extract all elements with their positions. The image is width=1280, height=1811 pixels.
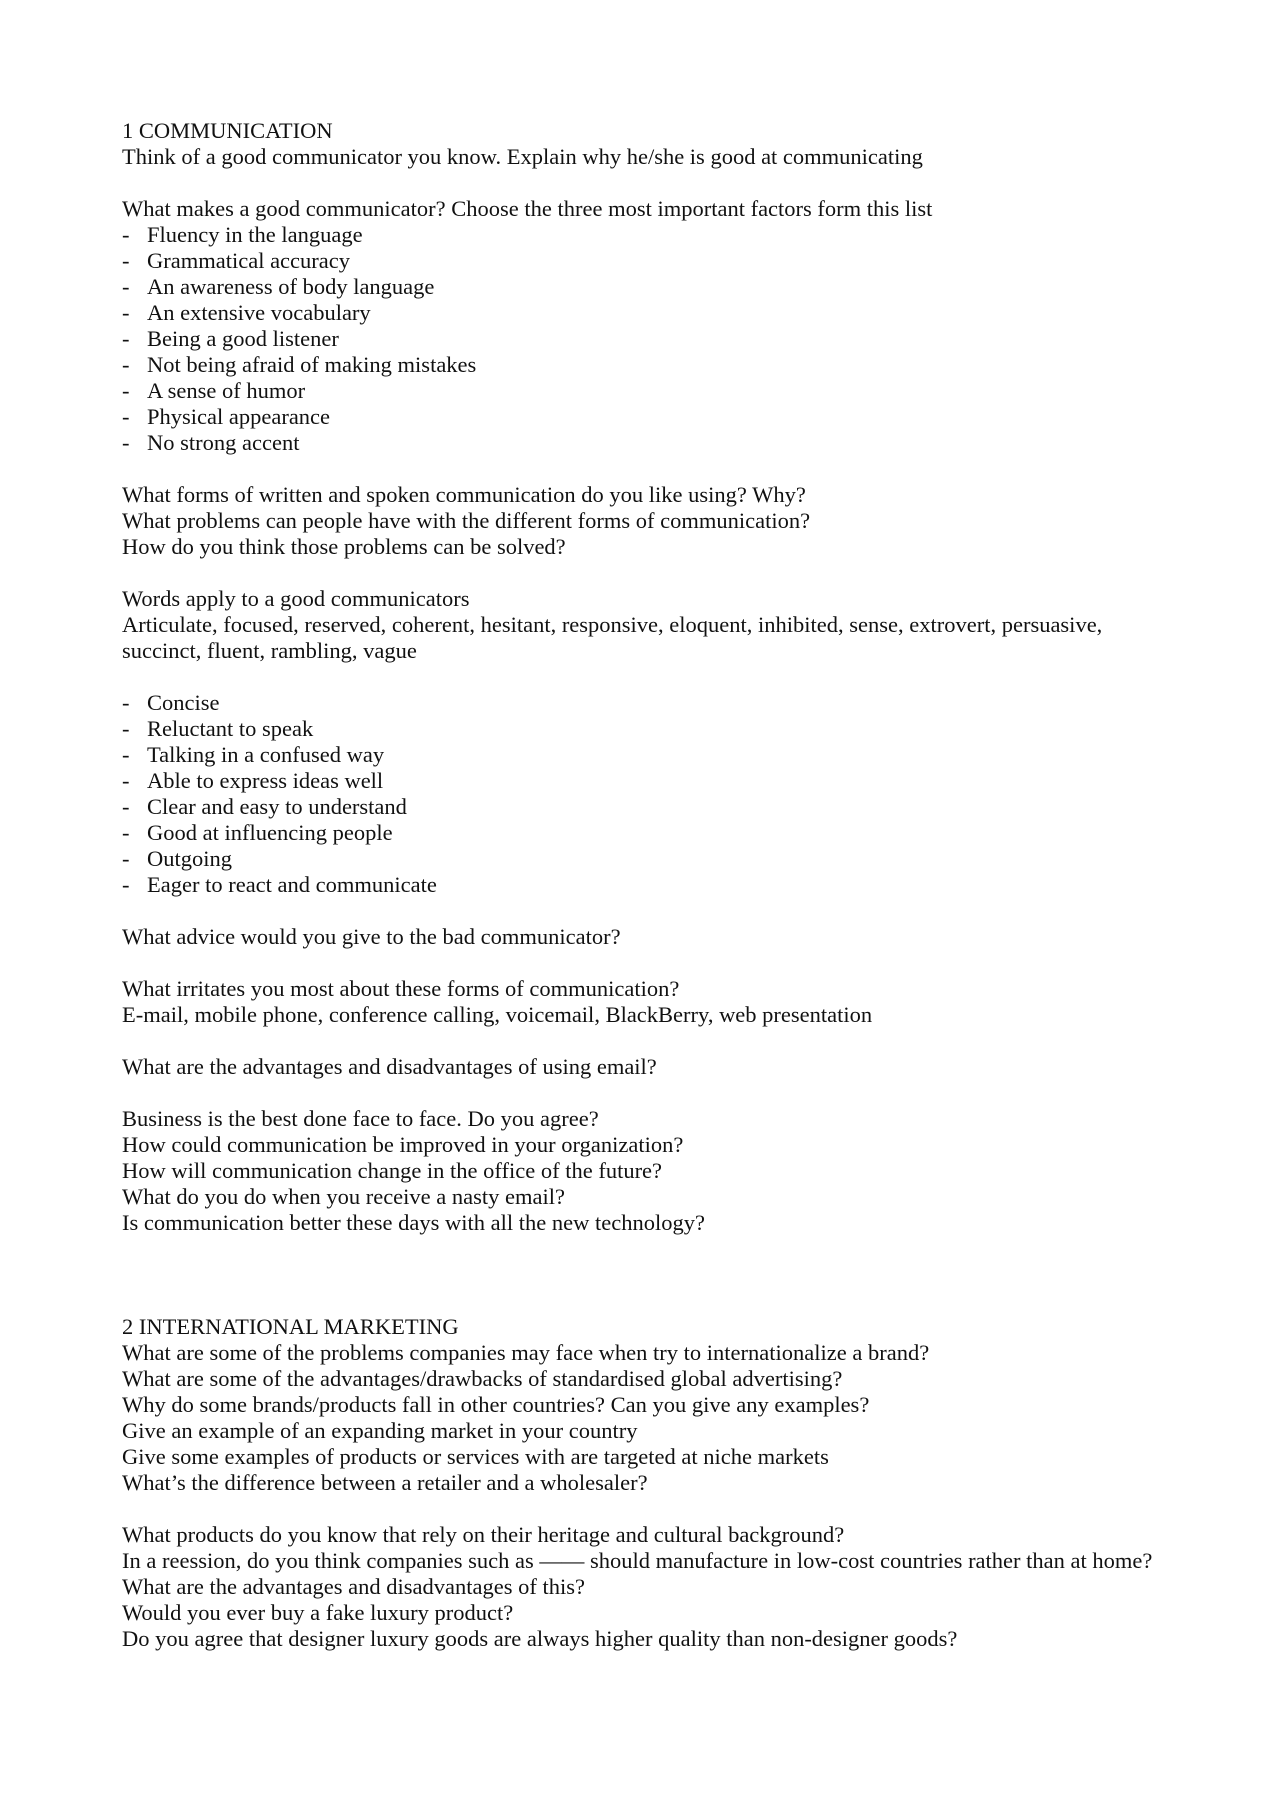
list-item: - Good at influencing people: [122, 820, 393, 845]
question: What forms of written and spoken communication do you like using? Why?: [122, 482, 806, 507]
question: Is communication better these days with all the new technology?: [122, 1210, 705, 1235]
dash-bullet: -: [122, 352, 130, 377]
list-item: - Clear and easy to understand: [122, 794, 407, 819]
list1-question: What makes a good communicator? Choose the three most important factors form this list: [122, 196, 933, 221]
list-item: - Talking in a confused way: [122, 742, 385, 767]
dash-bullet: -: [122, 326, 130, 351]
dash-bullet: -: [122, 690, 130, 715]
irritates-forms: E-mail, mobile phone, conference calling, voicemail, BlackBerry, web presentation: [122, 1002, 873, 1027]
question: What are some of the advantages/drawbacks of standardised global advertising?: [122, 1366, 843, 1391]
words-list: Articulate, focused, reserved, coherent, hesitant, responsive, eloquent, inhibited, sense, extrovert, persuasive, succinct, fluent, rambling, vague: [122, 612, 1108, 663]
dash-bullet: -: [122, 222, 130, 247]
section2-heading: 2 INTERNATIONAL MARKETING: [122, 1314, 459, 1339]
dash-bullet: -: [122, 846, 130, 871]
dash-bullet: -: [122, 820, 130, 845]
question: How will communication change in the office of the future?: [122, 1158, 663, 1183]
section1-heading: 1 COMMUNICATION: [122, 118, 333, 143]
question: What are some of the problems companies may face when try to internationalize a brand?: [122, 1340, 930, 1365]
list-item: - Able to express ideas well: [122, 768, 384, 793]
advice-question: What advice would you give to the bad communicator?: [122, 924, 621, 949]
section1-intro: Think of a good communicator you know. Explain why he/she is good at communicating: [122, 144, 923, 169]
question: Do you agree that designer luxury goods are always higher quality than non-designer goods?: [122, 1626, 958, 1651]
list-item: - An extensive vocabulary: [122, 300, 371, 325]
question: What products do you know that rely on their heritage and cultural background?: [122, 1522, 845, 1547]
dash-bullet: -: [122, 742, 130, 767]
question: Would you ever buy a fake luxury product?: [122, 1600, 514, 1625]
question: What do you do when you receive a nasty email?: [122, 1184, 565, 1209]
list1: [122, 222, 1182, 456]
list-item: - An awareness of body language: [122, 274, 435, 299]
question: Give some examples of products or services with are targeted at niche markets: [122, 1444, 829, 1469]
dash-bullet: -: [122, 768, 130, 793]
dash-bullet: -: [122, 300, 130, 325]
question: How do you think those problems can be solved?: [122, 534, 566, 559]
email-question: What are the advantages and disadvantages of using email?: [122, 1054, 657, 1079]
irritates-question: What irritates you most about these forms of communication?: [122, 976, 680, 1001]
dash-bullet: -: [122, 872, 130, 897]
list-item: - Being a good listener: [122, 326, 339, 351]
list-item: - Outgoing: [122, 846, 233, 871]
dash-bullet: -: [122, 248, 130, 273]
list-item: - Physical appearance: [122, 404, 331, 429]
dash-bullet: -: [122, 430, 130, 455]
dash-bullet: -: [122, 794, 130, 819]
dash-bullet: -: [122, 404, 130, 429]
list-item: - Eager to react and communicate: [122, 872, 437, 897]
question: Give an example of an expanding market in your country: [122, 1418, 638, 1443]
list-item: - A sense of humor: [122, 378, 306, 403]
words-heading: Words apply to a good communicators: [122, 586, 470, 611]
list-item: - Concise: [122, 690, 220, 715]
question: How could communication be improved in your organization?: [122, 1132, 684, 1157]
dash-bullet: -: [122, 716, 130, 741]
list-item: - Not being afraid of making mistakes: [122, 352, 477, 377]
list-item: - No strong accent: [122, 430, 300, 455]
list2: [122, 690, 1182, 898]
question: In a reession, do you think companies such as —— should manufacture in low-cost countries rather than at home? What are the advantages and disadvantages of this?: [122, 1548, 1158, 1599]
question: Why do some brands/products fall in other countries? Can you give any examples?: [122, 1392, 870, 1417]
dash-bullet: -: [122, 378, 130, 403]
question: What problems can people have with the different forms of communication?: [122, 508, 811, 533]
list-item: - Grammatical accuracy: [122, 248, 350, 273]
dash-bullet: -: [122, 274, 130, 299]
question: Business is the best done face to face. Do you agree?: [122, 1106, 599, 1131]
document-page: [122, 118, 1182, 1652]
question: What’s the difference between a retailer and a wholesaler?: [122, 1470, 648, 1495]
list-item: - Reluctant to speak: [122, 716, 314, 741]
list-item: - Fluency in the language: [122, 222, 363, 247]
